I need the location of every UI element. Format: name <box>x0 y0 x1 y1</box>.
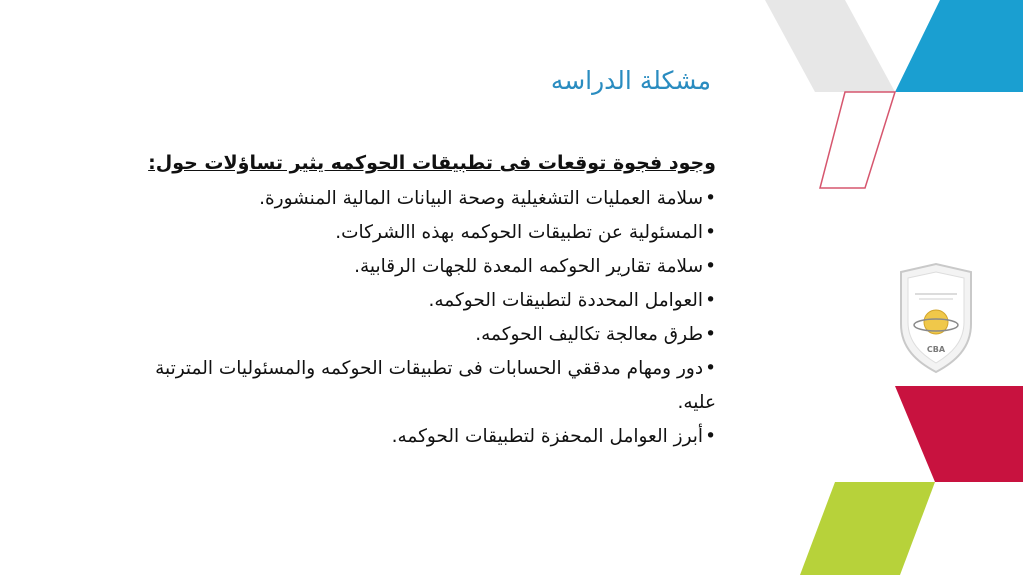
slide-title: مشكلة الدراسه <box>550 66 711 95</box>
list-item <box>126 284 716 318</box>
bullet-mark: • <box>705 358 716 379</box>
bullet-mark: • <box>705 426 716 447</box>
college-logo <box>893 262 979 374</box>
bullet-mark: • <box>705 222 716 243</box>
list-item <box>126 420 716 454</box>
bullet-mark: • <box>705 290 716 311</box>
bullet-text: سلامة العمليات التشغيلية وصحة البيانات المالية المنشورة. <box>259 188 704 209</box>
bullet-mark: • <box>705 324 716 345</box>
list-item <box>126 250 716 284</box>
content-heading: وجود فجوة توقعات فى تطبيقات الحوكمه يثير تساؤلات حول: <box>148 152 716 174</box>
list-item <box>126 182 716 216</box>
bullet-mark: • <box>705 256 716 277</box>
red-outline-parallelogram <box>820 92 895 188</box>
list-item <box>126 216 716 250</box>
bullet-mark: • <box>705 188 716 209</box>
slide-content <box>126 146 716 454</box>
bullet-text: أبرز العوامل المحفزة لتطبيقات الحوكمه. <box>391 426 704 447</box>
blue-parallelogram <box>895 0 1023 92</box>
gray-parallelogram <box>765 0 895 92</box>
bullet-text: المسئولية عن تطبيقات الحوكمه بهذه االشركات. <box>335 222 704 243</box>
logo-abbr: CBA <box>926 345 946 354</box>
red-parallelogram <box>895 386 1023 482</box>
green-parallelogram <box>800 482 935 575</box>
bullet-text: سلامة تقارير الحوكمه المعدة للجهات الرقابية. <box>354 256 704 277</box>
list-item <box>126 352 716 420</box>
bullet-text: العوامل المحددة لتطبيقات الحوكمه. <box>428 290 704 311</box>
bullet-text: دور ومهام مدققي الحسابات فى تطبيقات الحوكمه والمسئوليات المترتبة عليه. <box>155 358 716 413</box>
list-item <box>126 318 716 352</box>
bullet-list <box>126 182 716 454</box>
bullet-text: طرق معالجة تكاليف الحوكمه. <box>475 324 704 345</box>
